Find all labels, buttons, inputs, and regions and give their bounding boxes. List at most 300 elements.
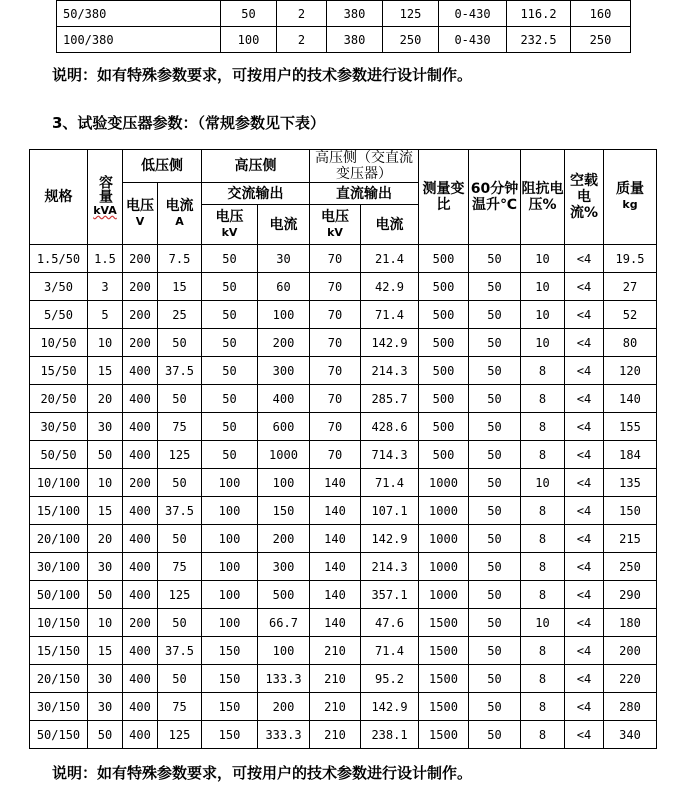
table-cell: 140 xyxy=(310,469,361,497)
table-cell: 150 xyxy=(202,665,258,693)
table-cell: 20/150 xyxy=(30,665,88,693)
header-ac-voltage-label: 电压 xyxy=(215,208,244,225)
table-cell: 8 xyxy=(521,553,565,581)
table-row xyxy=(30,273,657,301)
header-dc-current: 电流 xyxy=(361,205,419,245)
table-cell: 500 xyxy=(419,245,469,273)
table-cell: 1000 xyxy=(419,525,469,553)
table-cell: 50 xyxy=(202,273,258,301)
table-cell: 50 xyxy=(202,385,258,413)
table-cell: 400 xyxy=(123,413,158,441)
table-cell: 1000 xyxy=(419,553,469,581)
table-cell: 357.1 xyxy=(361,581,419,609)
table-cell: 100 xyxy=(202,581,258,609)
table-cell: 75 xyxy=(158,553,202,581)
table-cell: 140 xyxy=(310,581,361,609)
header-mass-unit: kg xyxy=(622,198,638,211)
table-cell: 200 xyxy=(123,273,158,301)
table-cell: 0-430 xyxy=(439,1,507,27)
table-cell: 50 xyxy=(158,525,202,553)
table-cell: 71.4 xyxy=(361,301,419,329)
table-cell: 71.4 xyxy=(361,469,419,497)
table-cell: 100 xyxy=(202,469,258,497)
table-cell: 1500 xyxy=(419,609,469,637)
table-cell: 50 xyxy=(88,581,123,609)
table-cell: 142.9 xyxy=(361,525,419,553)
table-cell: 714.3 xyxy=(361,441,419,469)
table-cell: 125 xyxy=(383,1,439,27)
table-cell: 10 xyxy=(521,245,565,273)
table-cell: <4 xyxy=(565,385,604,413)
table-cell: 66.7 xyxy=(258,609,310,637)
table-cell: 2 xyxy=(277,1,327,27)
table-cell: 200 xyxy=(123,329,158,357)
table-cell: 400 xyxy=(123,497,158,525)
table-cell: 30/50 xyxy=(30,413,88,441)
table-row xyxy=(30,665,657,693)
table-cell: 70 xyxy=(310,441,361,469)
table-cell: 232.5 xyxy=(507,27,571,53)
table-cell: 50/100 xyxy=(30,581,88,609)
table-cell: 8 xyxy=(521,441,565,469)
header-low-side: 低压侧 xyxy=(123,150,202,183)
table-cell: 47.6 xyxy=(361,609,419,637)
table-cell: 300 xyxy=(258,553,310,581)
table-cell: 50/380 xyxy=(57,1,221,27)
header-spec: 规格 xyxy=(30,150,88,245)
table-cell: 10/50 xyxy=(30,329,88,357)
table-cell: 15 xyxy=(88,357,123,385)
table-cell: 125 xyxy=(158,581,202,609)
table-cell: <4 xyxy=(565,581,604,609)
table-cell: 428.6 xyxy=(361,413,419,441)
table-cell: 100 xyxy=(202,525,258,553)
table-cell: 20 xyxy=(88,525,123,553)
header-dc-voltage xyxy=(310,205,361,245)
table-cell: 8 xyxy=(521,637,565,665)
table-row xyxy=(30,385,657,413)
header-low-voltage xyxy=(123,183,158,245)
table-cell: 250 xyxy=(604,553,657,581)
table-cell: 50/50 xyxy=(30,441,88,469)
previous-table-fragment xyxy=(56,0,631,53)
table-cell: 70 xyxy=(310,385,361,413)
table-cell: <4 xyxy=(565,525,604,553)
table-cell: 30 xyxy=(88,553,123,581)
table-cell: 100 xyxy=(202,497,258,525)
header-low-current xyxy=(158,183,202,245)
table-cell: 19.5 xyxy=(604,245,657,273)
table-cell: 50 xyxy=(469,385,521,413)
table-cell: 250 xyxy=(383,27,439,53)
table-cell: 400 xyxy=(123,721,158,749)
table-cell: 184 xyxy=(604,441,657,469)
header-dc-voltage-unit: kV xyxy=(327,225,343,239)
table-cell: 380 xyxy=(327,27,383,53)
table-cell: 70 xyxy=(310,413,361,441)
table-cell: 15/150 xyxy=(30,637,88,665)
table-cell: 50 xyxy=(202,413,258,441)
table-cell: 500 xyxy=(419,329,469,357)
table-cell: <4 xyxy=(565,497,604,525)
table-cell: 60 xyxy=(258,273,310,301)
table-cell: 10/150 xyxy=(30,609,88,637)
table-cell: 142.9 xyxy=(361,329,419,357)
table-cell: 52 xyxy=(604,301,657,329)
header-low-voltage-label: 电压 xyxy=(126,197,154,214)
table-cell: 50 xyxy=(469,581,521,609)
table-cell: 150 xyxy=(202,721,258,749)
table-cell: 27 xyxy=(604,273,657,301)
table-cell: 280 xyxy=(604,693,657,721)
table-cell: 135 xyxy=(604,469,657,497)
table-cell: 1000 xyxy=(419,497,469,525)
table-cell: 116.2 xyxy=(507,1,571,27)
table-cell: 142.9 xyxy=(361,693,419,721)
table-cell: 50 xyxy=(469,329,521,357)
table-cell: 10 xyxy=(88,329,123,357)
table-row xyxy=(30,357,657,385)
table-cell: 37.5 xyxy=(158,637,202,665)
table-cell: 100/380 xyxy=(57,27,221,53)
table-cell: 1.5 xyxy=(88,245,123,273)
table-cell: 50 xyxy=(469,469,521,497)
table-cell: 50 xyxy=(202,329,258,357)
table-row xyxy=(57,1,631,27)
table-cell: 600 xyxy=(258,413,310,441)
header-low-current-label: 电流 xyxy=(165,197,194,214)
table-cell: <4 xyxy=(565,637,604,665)
table-cell: 100 xyxy=(221,27,277,53)
table-cell: 3 xyxy=(88,273,123,301)
header-ac-current: 电流 xyxy=(258,205,310,245)
header-capacity-label: 容量 xyxy=(97,175,113,203)
table-cell: 8 xyxy=(521,665,565,693)
table-cell: 8 xyxy=(521,581,565,609)
table-cell: 30/100 xyxy=(30,553,88,581)
table-row xyxy=(30,637,657,665)
table-cell: 50 xyxy=(158,609,202,637)
header-ac-voltage xyxy=(202,205,258,245)
table-cell: 125 xyxy=(158,441,202,469)
table-cell: 140 xyxy=(310,609,361,637)
table-cell: 20/100 xyxy=(30,525,88,553)
table-cell: 8 xyxy=(521,413,565,441)
table-cell: 380 xyxy=(327,1,383,27)
table-cell: 10 xyxy=(521,301,565,329)
table-cell: 180 xyxy=(604,609,657,637)
table-cell: <4 xyxy=(565,693,604,721)
table-cell: 100 xyxy=(202,609,258,637)
table-cell: 140 xyxy=(310,497,361,525)
table-cell: 30 xyxy=(88,413,123,441)
table-cell: 50 xyxy=(469,525,521,553)
header-high-side: 高压侧 xyxy=(202,150,310,183)
table-cell: 150 xyxy=(604,497,657,525)
header-temp-rise: 60分钟温升℃ xyxy=(469,150,521,245)
table-cell: 285.7 xyxy=(361,385,419,413)
table-cell: 50 xyxy=(469,413,521,441)
table-cell: 200 xyxy=(123,469,158,497)
table-cell: 10 xyxy=(521,469,565,497)
table-cell: 50/150 xyxy=(30,721,88,749)
table-cell: 220 xyxy=(604,665,657,693)
test-transformer-parameter-table xyxy=(29,149,657,749)
table-row xyxy=(30,581,657,609)
table-cell: 10 xyxy=(88,469,123,497)
table-cell: 50 xyxy=(202,301,258,329)
table-cell: 1.5/50 xyxy=(30,245,88,273)
table-cell: 50 xyxy=(202,357,258,385)
header-mass-label: 质量 xyxy=(616,181,644,197)
header-ratio: 测量变比 xyxy=(419,150,469,245)
table-cell: 100 xyxy=(202,553,258,581)
header-capacity xyxy=(88,150,123,245)
table-cell: 107.1 xyxy=(361,497,419,525)
table-cell: 300 xyxy=(258,357,310,385)
table-cell: 71.4 xyxy=(361,637,419,665)
table-row xyxy=(30,553,657,581)
table-cell: 10 xyxy=(521,609,565,637)
table-cell: 10 xyxy=(88,609,123,637)
table-cell: 200 xyxy=(123,245,158,273)
table-cell: 214.3 xyxy=(361,553,419,581)
table-cell: 120 xyxy=(604,357,657,385)
table-cell: 8 xyxy=(521,497,565,525)
table-cell: 400 xyxy=(123,693,158,721)
table-cell: 150 xyxy=(258,497,310,525)
header-dc-output: 直流输出 xyxy=(310,183,419,205)
table-cell: 155 xyxy=(604,413,657,441)
table-cell: 15 xyxy=(88,637,123,665)
table-cell: 25 xyxy=(158,301,202,329)
table-cell: 50 xyxy=(221,1,277,27)
note-special-requirements: 说明：如有特殊参数要求，可按用户的技术参数进行设计制作。 xyxy=(52,66,473,84)
table-cell: 1000 xyxy=(258,441,310,469)
table-cell: 50 xyxy=(469,553,521,581)
table-cell: 70 xyxy=(310,357,361,385)
table-cell: 210 xyxy=(310,637,361,665)
table-cell: 50 xyxy=(158,329,202,357)
header-ac-voltage-unit: kV xyxy=(221,225,238,239)
table-cell: 400 xyxy=(123,637,158,665)
table-cell: 500 xyxy=(419,273,469,301)
table-cell: 8 xyxy=(521,385,565,413)
table-cell: 210 xyxy=(310,721,361,749)
table-cell: <4 xyxy=(565,721,604,749)
table-row xyxy=(30,609,657,637)
table-cell: 200 xyxy=(123,301,158,329)
table-cell: 125 xyxy=(158,721,202,749)
table-cell: 100 xyxy=(258,301,310,329)
table-cell: 30 xyxy=(258,245,310,273)
table-row xyxy=(57,27,631,53)
table-cell: 210 xyxy=(310,665,361,693)
table-cell: 100 xyxy=(258,469,310,497)
table-cell: 15/100 xyxy=(30,497,88,525)
table-cell: 20 xyxy=(88,385,123,413)
header-high-side-dc: 高压侧（交直流变压器） xyxy=(310,150,419,183)
table-cell: <4 xyxy=(565,273,604,301)
table-cell: 15/50 xyxy=(30,357,88,385)
table-cell: 400 xyxy=(123,441,158,469)
table-cell: <4 xyxy=(565,469,604,497)
table-cell: 50 xyxy=(202,441,258,469)
table-row xyxy=(30,329,657,357)
table-cell: 150 xyxy=(202,693,258,721)
header-no-load-current: 空载电流% xyxy=(565,150,604,245)
table-cell: 500 xyxy=(419,301,469,329)
table-cell: 2 xyxy=(277,27,327,53)
table-cell: 333.3 xyxy=(258,721,310,749)
table-cell: 200 xyxy=(604,637,657,665)
table-cell: 50 xyxy=(469,637,521,665)
table-row xyxy=(30,413,657,441)
table-cell: 50 xyxy=(469,609,521,637)
table-cell: 50 xyxy=(469,497,521,525)
table-cell: 10 xyxy=(521,329,565,357)
table-cell: 400 xyxy=(123,525,158,553)
table-row xyxy=(30,525,657,553)
table-cell: 70 xyxy=(310,329,361,357)
table-cell: 8 xyxy=(521,357,565,385)
table-cell: 1500 xyxy=(419,665,469,693)
table-cell: 42.9 xyxy=(361,273,419,301)
table-cell: 15 xyxy=(158,273,202,301)
table-cell: 215 xyxy=(604,525,657,553)
table-cell: 50 xyxy=(158,385,202,413)
table-cell: <4 xyxy=(565,553,604,581)
section-title: 3、试验变压器参数：（常规参数见下表） xyxy=(52,114,325,132)
table-cell: 140 xyxy=(310,553,361,581)
table-cell: 1500 xyxy=(419,721,469,749)
table-cell: 400 xyxy=(258,385,310,413)
header-impedance: 阻抗电压% xyxy=(521,150,565,245)
table-cell: 8 xyxy=(521,693,565,721)
table-cell: 8 xyxy=(521,525,565,553)
table-cell: 1500 xyxy=(419,637,469,665)
table-row xyxy=(30,301,657,329)
table-cell: 290 xyxy=(604,581,657,609)
table-row xyxy=(30,441,657,469)
table-row xyxy=(30,497,657,525)
header-mass xyxy=(604,150,657,245)
table-cell: 160 xyxy=(571,1,631,27)
header-dc-voltage-label: 电压 xyxy=(321,208,349,225)
table-cell: 8 xyxy=(521,721,565,749)
table-cell: 10/100 xyxy=(30,469,88,497)
table-cell: 50 xyxy=(469,665,521,693)
table-cell: 70 xyxy=(310,301,361,329)
table-cell: 30/150 xyxy=(30,693,88,721)
table-cell: <4 xyxy=(565,665,604,693)
table-cell: 500 xyxy=(419,385,469,413)
table-cell: 50 xyxy=(469,357,521,385)
table-cell: 500 xyxy=(419,441,469,469)
table-cell: 400 xyxy=(123,553,158,581)
table-cell: 50 xyxy=(88,441,123,469)
table-cell: 500 xyxy=(419,413,469,441)
table-cell: 95.2 xyxy=(361,665,419,693)
table-cell: 15 xyxy=(88,497,123,525)
table-cell: 200 xyxy=(258,525,310,553)
table-cell: 50 xyxy=(469,273,521,301)
table-cell: 250 xyxy=(571,27,631,53)
table-cell: 50 xyxy=(469,245,521,273)
table-cell: 37.5 xyxy=(158,497,202,525)
table-row xyxy=(30,693,657,721)
table-cell: 3/50 xyxy=(30,273,88,301)
table-cell: <4 xyxy=(565,301,604,329)
table-cell: 50 xyxy=(158,469,202,497)
table-cell: 20/50 xyxy=(30,385,88,413)
header-capacity-unit: kVA xyxy=(93,204,117,217)
table-cell: 210 xyxy=(310,693,361,721)
table-cell: 133.3 xyxy=(258,665,310,693)
table-cell: 80 xyxy=(604,329,657,357)
table-cell: 21.4 xyxy=(361,245,419,273)
table-cell: 37.5 xyxy=(158,357,202,385)
table-cell: 30 xyxy=(88,665,123,693)
table-cell: 200 xyxy=(258,693,310,721)
table-cell: 50 xyxy=(469,441,521,469)
table-cell: 200 xyxy=(123,609,158,637)
note-special-requirements-bottom: 说明：如有特殊参数要求，可按用户的技术参数进行设计制作。 xyxy=(52,764,473,782)
table-cell: 500 xyxy=(419,357,469,385)
table-row xyxy=(30,245,657,273)
table-cell: 5 xyxy=(88,301,123,329)
table-cell: 50 xyxy=(469,721,521,749)
table-cell: <4 xyxy=(565,441,604,469)
table-cell: 500 xyxy=(258,581,310,609)
table-cell: <4 xyxy=(565,329,604,357)
table-cell: 30 xyxy=(88,693,123,721)
table-cell: 75 xyxy=(158,693,202,721)
table-cell: <4 xyxy=(565,357,604,385)
table-cell: 70 xyxy=(310,245,361,273)
table-cell: 150 xyxy=(202,637,258,665)
table-cell: <4 xyxy=(565,245,604,273)
table-cell: 5/50 xyxy=(30,301,88,329)
table-row xyxy=(30,469,657,497)
table-cell: 400 xyxy=(123,357,158,385)
header-low-current-unit: A xyxy=(175,214,184,228)
table-cell: 70 xyxy=(310,273,361,301)
table-cell: 200 xyxy=(258,329,310,357)
table-cell: 1000 xyxy=(419,581,469,609)
table-cell: 400 xyxy=(123,665,158,693)
table-cell: 50 xyxy=(202,245,258,273)
table-cell: 340 xyxy=(604,721,657,749)
table-cell: 140 xyxy=(604,385,657,413)
table-cell: <4 xyxy=(565,609,604,637)
table-cell: 400 xyxy=(123,581,158,609)
table-cell: 50 xyxy=(158,665,202,693)
table-cell: 140 xyxy=(310,525,361,553)
table-cell: 400 xyxy=(123,385,158,413)
table-cell: 10 xyxy=(521,273,565,301)
table-cell: 50 xyxy=(88,721,123,749)
table-cell: 1000 xyxy=(419,469,469,497)
table-row xyxy=(30,721,657,749)
table-cell: 0-430 xyxy=(439,27,507,53)
table-cell: <4 xyxy=(565,413,604,441)
table-cell: 50 xyxy=(469,693,521,721)
table-cell: 238.1 xyxy=(361,721,419,749)
table-cell: 100 xyxy=(258,637,310,665)
table-cell: 1500 xyxy=(419,693,469,721)
header-low-voltage-unit: V xyxy=(135,214,145,228)
